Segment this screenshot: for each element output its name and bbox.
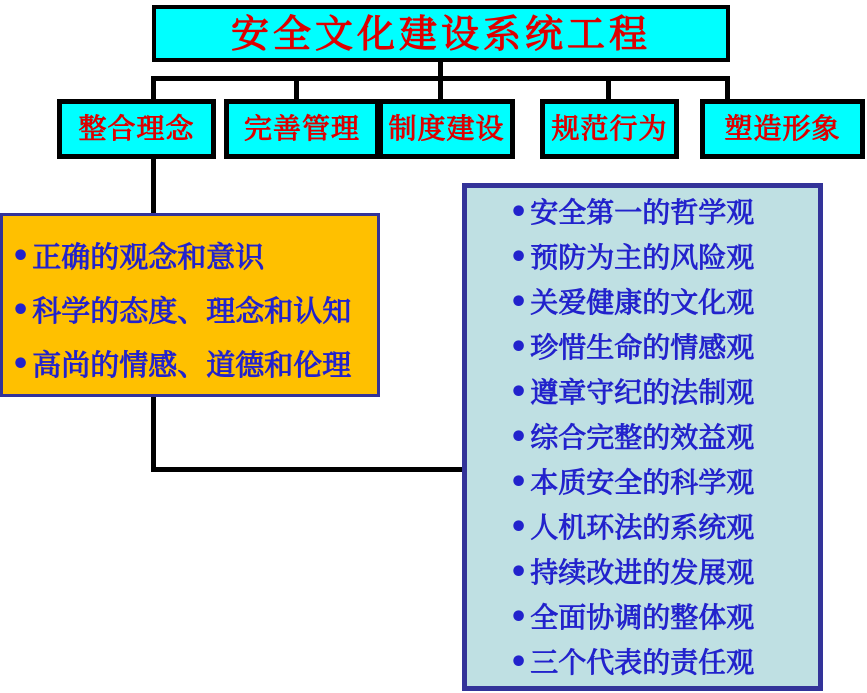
connector-drop-5 xyxy=(725,79,730,101)
concepts-list-item xyxy=(11,230,373,284)
views-list-item xyxy=(509,505,816,550)
branch-box xyxy=(700,99,865,159)
bullet-icon: • xyxy=(509,554,529,590)
bullet-icon: • xyxy=(509,509,529,545)
bullet-icon: • xyxy=(509,284,529,320)
connector-drop-1 xyxy=(151,79,156,101)
bullet-icon: • xyxy=(509,599,529,635)
views-list-item xyxy=(509,325,816,370)
views-list-item xyxy=(509,550,816,595)
branch-label: 制度建设 xyxy=(388,112,505,145)
bullet-icon: • xyxy=(11,347,31,382)
views-item-text: 全面协调的整体观 xyxy=(530,600,755,634)
views-list-item xyxy=(509,370,816,415)
views-list-item xyxy=(509,640,816,685)
branch-label: 规范行为 xyxy=(551,112,668,145)
branch-label: 完善管理 xyxy=(243,112,360,145)
views-list-item xyxy=(509,190,816,235)
views-item-text: 珍惜生命的情感观 xyxy=(530,330,755,364)
bullet-icon: • xyxy=(509,419,529,455)
connector-drop-4 xyxy=(606,79,611,101)
connector-branch1-to-concepts xyxy=(151,159,156,214)
concepts-item-text: 正确的观念和意识 xyxy=(32,239,265,274)
concepts-panel xyxy=(0,213,380,397)
bullet-icon: • xyxy=(509,374,529,410)
views-panel xyxy=(462,183,823,691)
bullet-icon: • xyxy=(509,464,529,500)
concepts-list-item xyxy=(11,338,373,392)
views-item-text: 持续改进的发展观 xyxy=(530,555,755,589)
title-label: 安全文化建设系统工程 xyxy=(230,11,651,56)
connector-elbow-vertical xyxy=(151,395,156,472)
concepts-list-item xyxy=(11,284,373,338)
views-list-item xyxy=(509,280,816,325)
views-list-item xyxy=(509,460,816,505)
branch-box xyxy=(57,99,216,159)
branch-box xyxy=(378,99,515,159)
views-item-text: 人机环法的系统观 xyxy=(530,510,755,544)
bullet-icon: • xyxy=(509,194,529,230)
concepts-item-text: 高尚的情感、道德和伦理 xyxy=(32,347,352,382)
views-item-text: 本质安全的科学观 xyxy=(530,465,755,499)
bullet-icon: • xyxy=(509,329,529,365)
bullet-icon: • xyxy=(11,239,31,274)
branch-label: 整合理念 xyxy=(78,112,195,145)
views-item-text: 三个代表的责任观 xyxy=(530,645,755,679)
connector-drop-3 xyxy=(438,79,443,101)
bullet-icon: • xyxy=(509,644,529,680)
views-list-item xyxy=(509,595,816,640)
views-list-item xyxy=(509,415,816,460)
branch-label: 塑造形象 xyxy=(724,112,841,145)
views-item-text: 安全第一的哲学观 xyxy=(530,195,755,229)
views-list-item xyxy=(509,235,816,280)
views-item-text: 综合完整的效益观 xyxy=(530,420,755,454)
connector-elbow-horizontal xyxy=(151,467,462,472)
views-item-text: 遵章守纪的法制观 xyxy=(530,375,755,409)
branch-box xyxy=(540,99,679,159)
concepts-item-text: 科学的态度、理念和认知 xyxy=(32,293,352,328)
bullet-icon: • xyxy=(11,293,31,328)
title-box xyxy=(152,5,730,62)
views-item-text: 关爱健康的文化观 xyxy=(530,285,755,319)
branch-box xyxy=(224,99,380,159)
bullet-icon: • xyxy=(509,239,529,275)
connector-drop-2 xyxy=(294,79,299,101)
views-item-text: 预防为主的风险观 xyxy=(530,240,755,274)
